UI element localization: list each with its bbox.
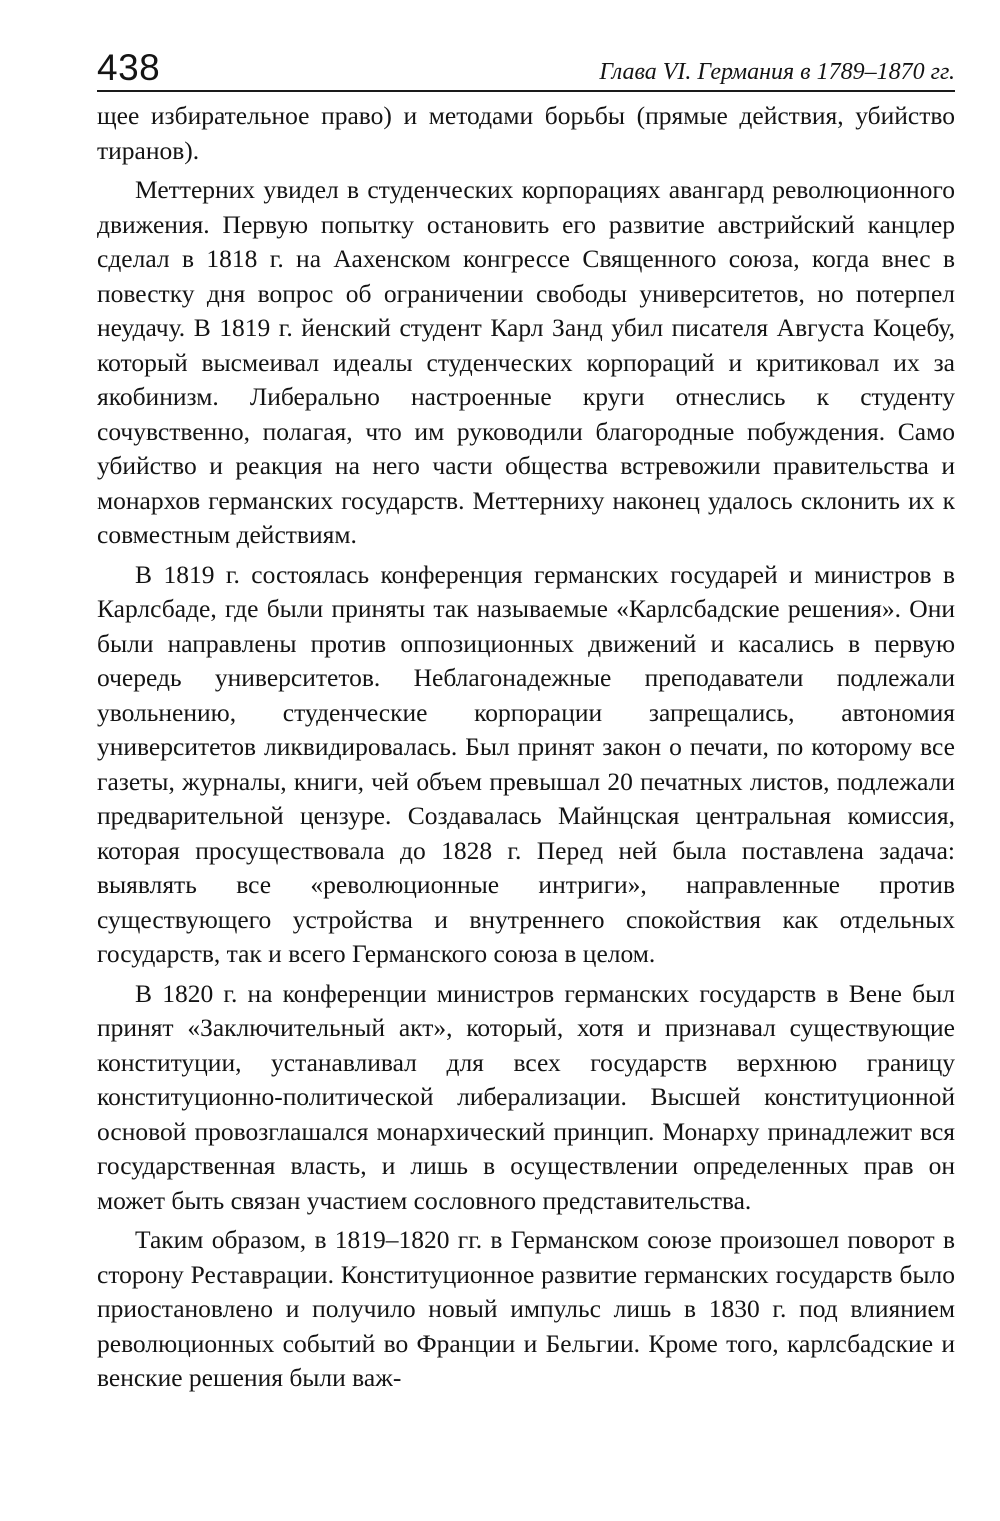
page-number: 438 — [97, 47, 161, 88]
paragraph-continuation: щее избирательное право) и методами борьбы (прямые действия, убийство тиранов). — [97, 101, 955, 165]
paragraph-vienna-act: В 1820 г. на конференции министров германских государств в Вене был принят «Заключительный акт», который, хотя и признавал существующие конституции, устанавливал для всех государств верхнюю границу конституционно-политической либерализации. Высшей конституционной основой провозглашался монархический принцип. Монарху принадлежит вся государственная власть, и лишь в осуществлении определенных прав он может быть связан участием сословного представительства. — [97, 978, 955, 1215]
paragraph-metternich: Меттерних увидел в студенческих корпорациях авангард революционного движения. Первую попытку остановить его развитие австрийский канцлер сделал в 1818 г. на Аахенском конгрессе Священного союза, когда внес в повестку дня вопрос об ограничении свободы университетов, но потерпел неудачу. В 1819 г. йенский студент Карл Занд убил писателя Августа Коцебу, который высмеивал идеалы студенческих корпораций и критиковал их за якобинизм. Либерально настроенные круги отнеслись к студенту сочувственно, полагая, что им руководили благородные побуждения. Само убийство и реакция на него части общества встревожили правительства и монархов германских государств. Меттерниху наконец удалось склонить их к совместным действиям. — [97, 175, 955, 549]
chapter-title: Глава VI. Германия в 1789–1870 гг. — [599, 59, 955, 85]
paragraph-karlsbad: В 1819 г. состоялась конференция германских государей и министров в Карлсбаде, где были приняты так называемые «Карлсбадские решения». Они были направлены против оппозиционных движений и касались в первую очередь университетов. Неблагонадежные преподаватели подлежали увольнению, студенческие корпорации запрещались, автономия университетов ликвидировалась. Был принят закон о печати, по которому все газеты, журналы, книги, чей объем превышал 20 печатных листов, подлежали предварительной цензуре. Создавалась Майнцская центральная комиссия, которая просуществовала до 1828 г. Перед ней была поставлена задача: выявлять все «революционные интриги», направленные против существующего устройства и внутреннего спокойствия как отдельных государств, так и всего Германского союза в целом. — [97, 559, 955, 968]
body-text — [97, 99, 955, 1396]
running-header — [97, 40, 955, 92]
book-page — [97, 40, 955, 1396]
paragraph-restoration: Таким образом, в 1819–1820 гг. в Германском союзе произошел поворот в сторону Реставрации. Конституционное развитие германских государств было приостановлено и получило новый импульс лишь в 1830 г. под влиянием революционных событий во Франции и Бельгии. Кроме того, карлсбадские и венские решения были важ- — [97, 1225, 955, 1392]
